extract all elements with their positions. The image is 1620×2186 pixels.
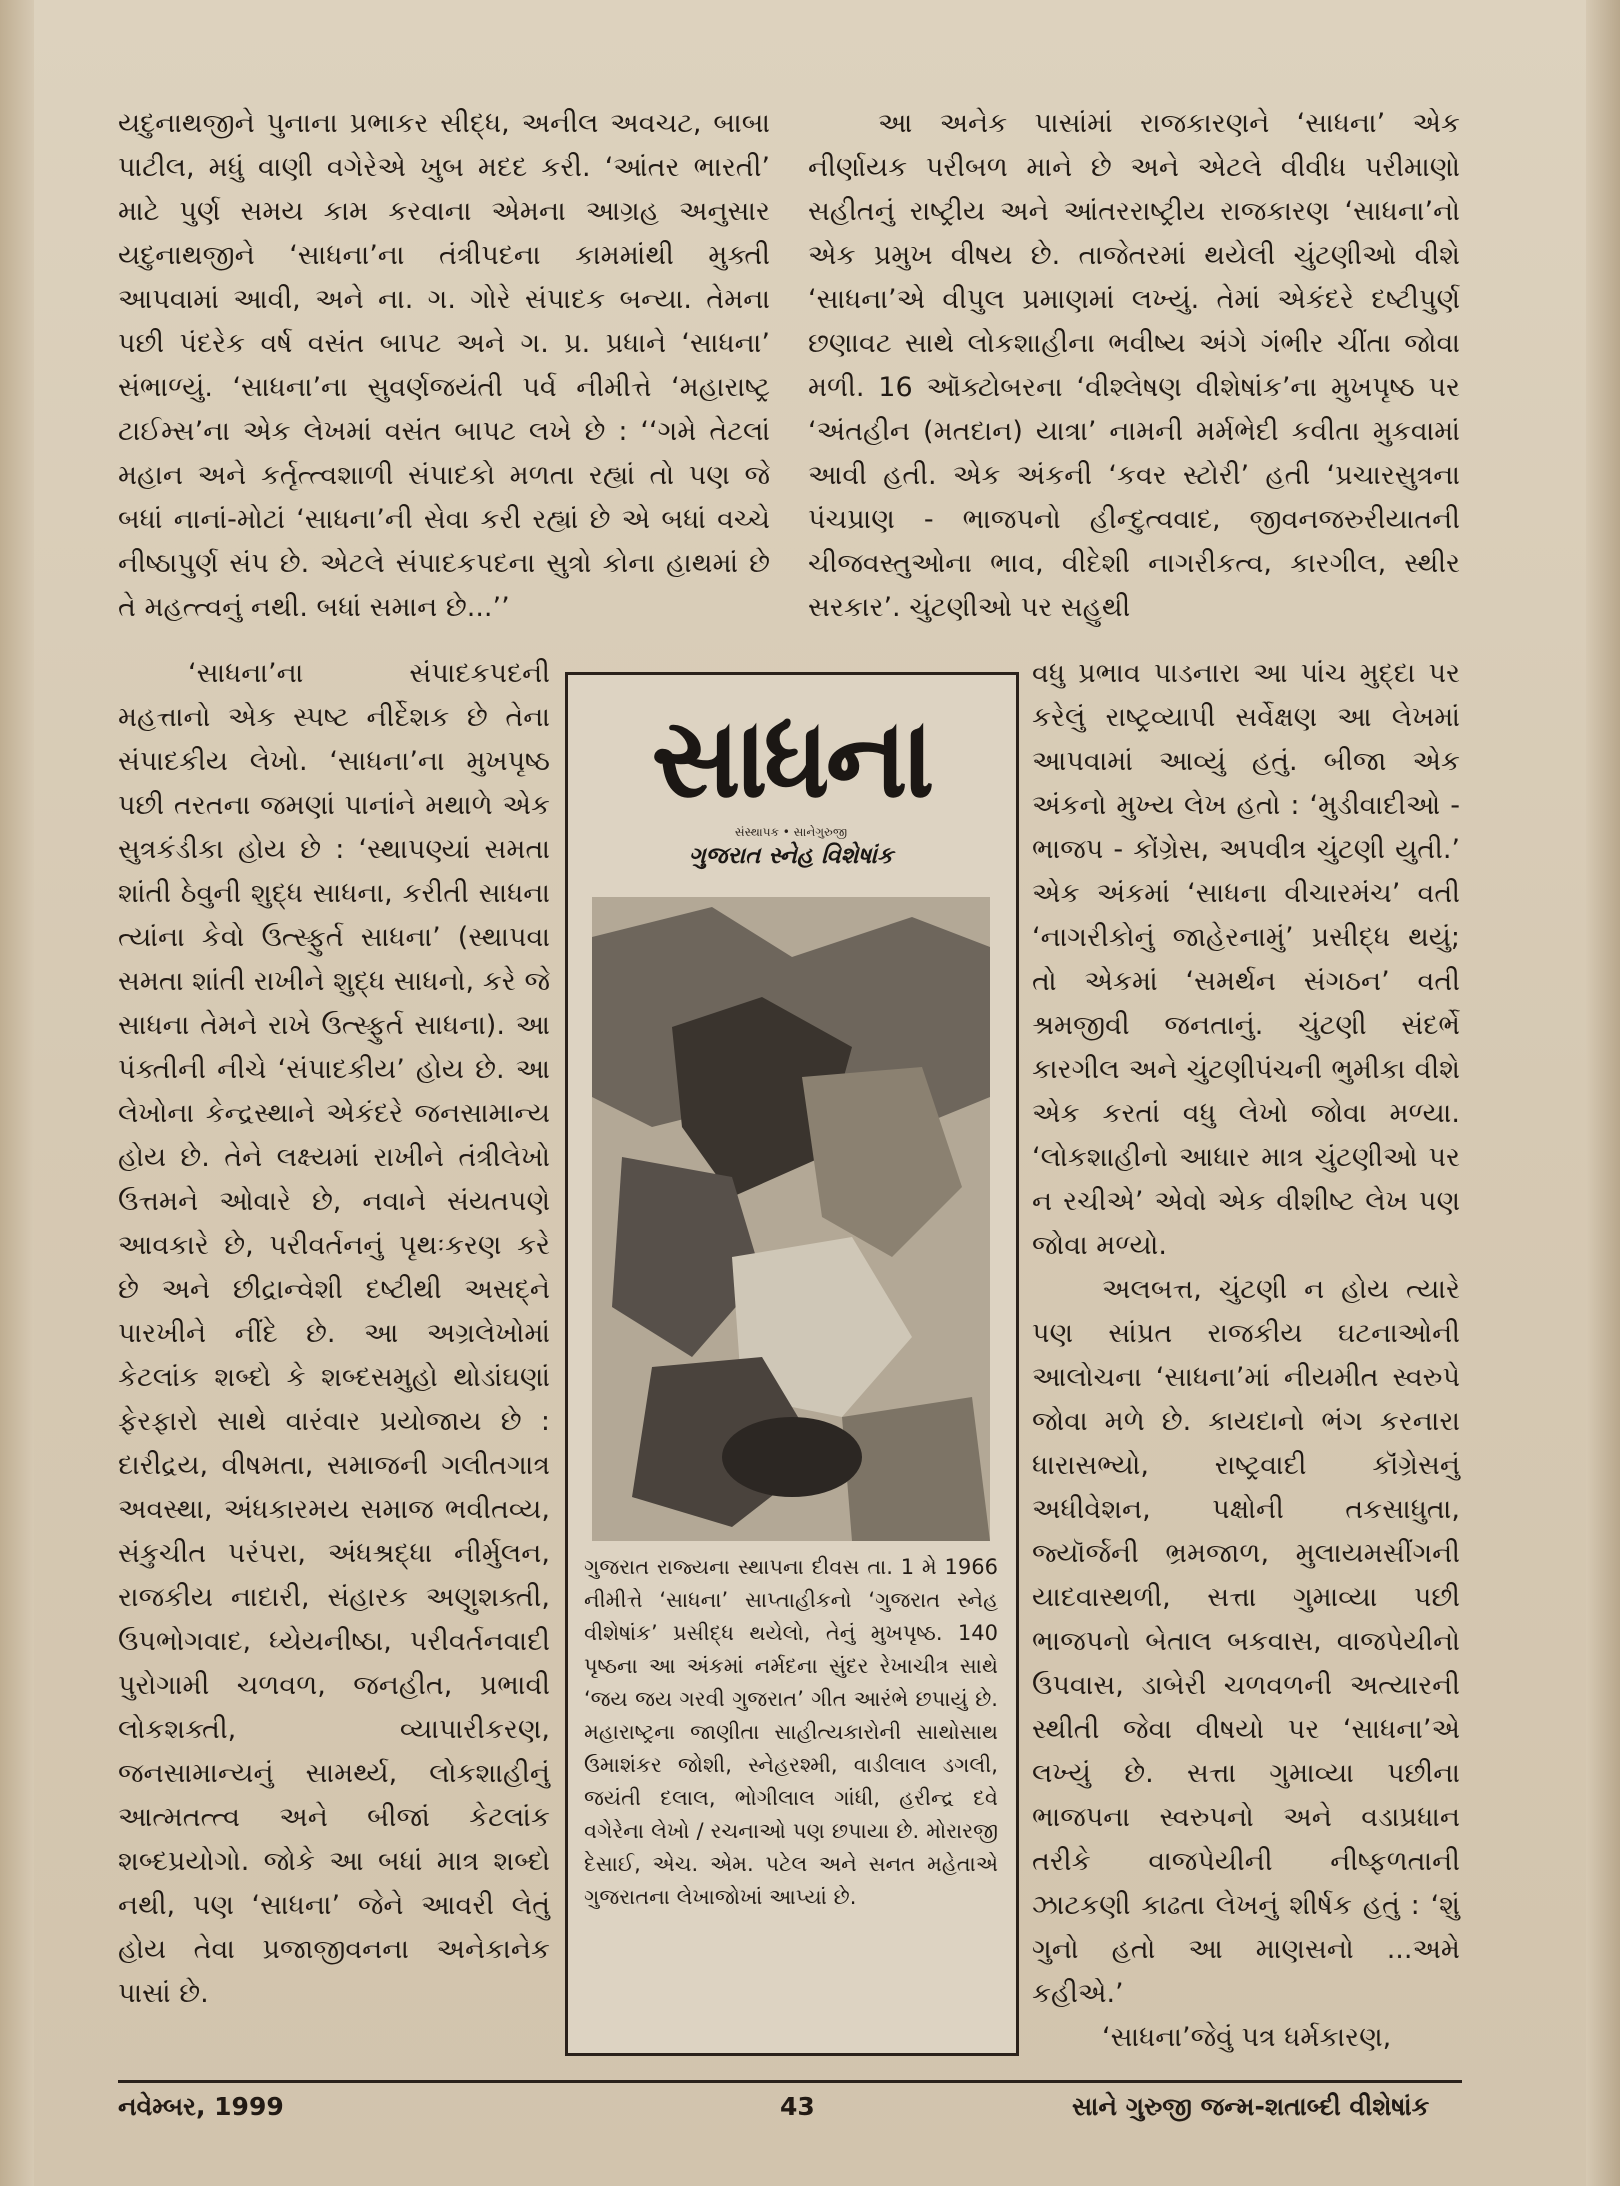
cover-image-box: [565, 672, 1019, 2056]
article-column-left-bottom: [118, 652, 550, 2016]
paragraph: વધુ પ્રભાવ પાડનારા આ પાંચ મુદ્દા પર કરેલું રાષ્ટ્રવ્યાપી સર્વેક્ષણ આ લેખમાં આપવામાં આવ્યું હતું. બીજા એક અંકનો મુખ્ય લેખ હતો : ‘મુડીવાદીઓ - ભાજપ - કોંગ્રેસ, અપવીત્ર ચુંટણી યુતી.’ એક અંકમાં ‘સાધના વીચારમંચ’ વતી ‘નાગરીકોનું જાહેરનામું’ પ્રસીદ્ધ થયું; તો એકમાં ‘સમર્થન સંગઠન’ વતી શ્રમજીવી જનતાનું. ચુંટણી સંદર્ભે કારગીલ અને ચુંટણીપંચની ભુમીકા વીશે એક કરતાં વધુ લેખો જોવા મળ્યા. ‘લોકશાહીનો આધાર માત્ર ચુંટણીઓ પર ન રચીએ’ એવો એક વીશીષ્ટ લેખ પણ જોવા મળ્યો.: [1032, 658, 1460, 1261]
paragraph: અલબત્ત, ચુંટણી ન હોય ત્યારે પણ સાંપ્રત રાજકીય ઘટનાઓની આલોચના ‘સાધના’માં નીયમીત સ્વરુપે જોવા મળે છે. કાયદાનો ભંગ કરનારા ધારાસભ્યો, રાષ્ટ્રવાદી કૉંગ્રેસનું અધીવેશન, પક્ષોની તકસાધુતા, જ્યૉર્જની ભ્રમજાળ, મુલાયમસીંગની યાદવાસ્થળી, સત્તા ગુમાવ્યા પછી ભાજપનો બેતાલ બકવાસ, વાજપેયીનો ઉપવાસ, ડાબેરી ચળવળની અત્યારની સ્થીતી જેવા વીષયો પર ‘સાધના’એ લખ્યું છે. સત્તા ગુમાવ્યા પછીના ભાજપના સ્વરુપનો અને વડાપ્રધાન તરીકે વાજપેયીની નીષ્ફળતાની ઝાટકણી કાઢતા લેખનું શીર્ષક હતું : ‘શું ગુનો હતો આ માણસનો ...અમે કહીએ.’: [1032, 1274, 1460, 2009]
paragraph: આ અનેક પાસાંમાં રાજકારણને ‘સાધના’ એક નીર્ણાયક પરીબળ માને છે અને એટલે વીવીધ પરીમાણો સહીતનું રાષ્ટ્રીય અને આંતરરાષ્ટ્રીય રાજકારણ ‘સાધના’નો એક પ્રમુખ વીષય છે. તાજેતરમાં થયેલી ચુંટણીઓ વીશે ‘સાધના’એ વીપુલ પ્રમાણમાં લખ્યું. તેમાં એકંદરે દષ્ટીપુર્ણ છણાવટ સાથે લોકશાહીના ભવીષ્ય અંગે ગંભીર ચીંતા જોવા મળી. 16 ઑક્ટોબરના ‘વીશ્લેષણ વીશેષાંક’ના મુખપૃષ્ઠ પર ‘અંતહીન (મતદાન) યાત્રા’ નામની મર્મભેદી કવીતા મુકવામાં આવી હતી. એક અંકની ‘કવર સ્ટોરી’ હતી ‘પ્રચારસુત્રના પંચપ્રાણ - ભાજપનો હીન્દુત્વવાદ, જીવનજરુરીયાતની ચીજવસ્તુઓના ભાવ, વીદેશી નાગરીકત્વ, કારગીલ, સ્થીર સરકાર’. ચુંટણીઓ પર સહુથી: [808, 108, 1460, 623]
article-column-right-top: [808, 102, 1460, 630]
cover-subline: સંસ્થાપક • સાનેગુરુજી: [734, 825, 848, 839]
paragraph: યદુનાથજીને પુનાના પ્રભાકર સીદ્ધ, અનીલ અવચટ, બાબા પાટીલ, મધું વાણી વગેરેએ ખુબ મદદ કરી. ‘આંતર ભારતી’ માટે પુર્ણ સમય કામ કરવાના એમના આગ્રહ અનુસાર યદુનાથજીને ‘સાધના’ના તંત્રીપદના કામમાંથી મુક્તી આપવામાં આવી, અને ના. ગ. ગોરે સંપાદક બન્યા. તેમના પછી પંદરેક વર્ષ વસંત બાપટ અને ગ. પ્ર. પ્રધાને ‘સાધના’ સંભાળ્યું. ‘સાધના’ના સુવર્ણજયંતી પર્વ નીમીત્તે ‘મહારાષ્ટ્ર ટાઈમ્સ’ના એક લેખમાં વસંત બાપટ લખે છે : ‘‘ગમે તેટલાં મહાન અને કર્તૃત્ત્વશાળી સંપાદકો મળતા રહ્યાં તો પણ જે બધાં નાનાં-મોટાં ‘સાધના’ની સેવા કરી રહ્યાં છે એ બધાં વચ્ચે નીષ્ઠાપુર્ણ સંપ છે. એટલે સંપાદકપદના સુત્રો કોના હાથમાં છે તે મહત્ત્વનું નથી. બધાં સમાન છે...’’: [118, 108, 770, 623]
cover-caption: ગુજરાત રાજ્યના સ્થાપના દીવસ તા. 1 મે 1966 નીમીત્તે ‘સાધના’ સાપ્તાહીકનો ‘ગુજરાત સ્નેહ વીશેષાંક’ પ્રસીદ્ધ થયેલો, તેનું મુખપૃષ્ઠ. 140 પૃષ્ઠના આ અંકમાં નર્મદના સુંદર રેખાચીત્ર સાથે ‘જય જય ગરવી ગુજરાત’ ગીત આરંભે છપાયું છે. મહારાષ્ટ્રના જાણીતા સાહીત્યકારોની સાથોસાથ ઉમાશંકર જોશી, સ્નેહરશ્મી, વાડીલાલ ડગલી, જયંતી દલાલ, ભોગીલાલ ગાંધી, હરીન્દ્ર દવે વગેરેના લેખો / રચનાઓ પણ છપાયા છે. મોરારજી દેસાઈ, એચ. એમ. પટેલ અને સનત મહેતાએ ગુજરાતના લેખાજોખાં આપ્યાં છે.: [584, 1555, 998, 1909]
footer-divider: [118, 2080, 1462, 2083]
article-column-left-top: [118, 102, 770, 630]
cover-illustration: [592, 897, 990, 1541]
footer-date: નવેમ્બર, 1999: [118, 2092, 284, 2121]
page-left-edge: [0, 0, 34, 2186]
footer-issue-title: સાને ગુરુજી જન્મ-શતાબ્દી વીશેષાંક: [1072, 2092, 1430, 2121]
paragraph: ‘સાધના’ના સંપાદકપદની મહત્તાનો એક સ્પષ્ટ નીર્દેશક છે તેના સંપાદકીય લેખો. ‘સાધના’ના મુખપૃષ્ઠ પછી તરતના જમણાં પાનાંને મથાળે એક સુત્રકંડીકા હોય છે : ‘સ્થાપણ્યાં સમતા શાંતી ઠેવુની શુદ્ધ સાધના, કરીતી સાધના ત્યાંના કેવો ઉત્સ્ફુર્ત સાધના’ (સ્થાપવા સમતા શાંતી રાખીને શુદ્ધ સાધનો, કરે જે સાધના તેમને રાખે ઉત્સ્ફુર્ત સાધના). આ પંક્તીની નીચે ‘સંપાદકીય’ હોય છે. આ લેખોના કેન્દ્રસ્થાને એકંદરે જનસામાન્ય હોય છે. તેને લક્ષ્યમાં રાખીને તંત્રીલેખો ઉત્તમને ઓવારે છે, નવાને સંયતપણે આવકારે છે, પરીવર્તનનું પૃથઃકરણ કરે છે અને છીદ્રાન્વેશી દષ્ટીથી અસદ્‌ને પારખીને નીંદે છે. આ અગ્રલેખોમાં કેટલાંક શબ્દો કે શબ્દસમુહો થોડાંઘણાં ફેરફારો સાથે વારંવાર પ્રયોજાય છે : દારીદ્રય, વીષમતા, સમાજની ગલીતગાત્ર અવસ્થા, અંધકારમય સમાજ ભવીતવ્ય, સંકુચીત પરંપરા, અંધશ્રદ્ધા નીર્મુલન, રાજકીય નાદારી, સંહારક અણુશક્તી, ઉપભોગવાદ, ધ્યેયનીષ્ઠા, પરીવર્તનવાદી પુરોગામી ચળવળ, જનહીત, પ્રભાવી લોકશક્તી, વ્યાપારીકરણ, જનસામાન્યનું સામર્થ્ય, લોકશાહીનું આત્મતત્ત્વ અને બીજાં કેટલાંક શબ્દપ્રયોગો. જોકે આ બધાં માત્ર શબ્દો નથી, પણ ‘સાધના’ જેને આવરી લેતું હોય તેવા પ્રજાજીવનના અનેકાનેક પાસાં છે.: [118, 658, 550, 2009]
cover-issue-title: ગુજરાત સ્નેહ વિશેષાંક: [688, 843, 894, 869]
paragraph: ‘સાધના’જેવું પત્ર ધર્મકારણ,: [1102, 2022, 1392, 2053]
cover-illustration-art: [592, 897, 990, 1541]
page-number: 43: [780, 2092, 815, 2121]
page-right-edge: [1586, 0, 1620, 2186]
cover-masthead: સાધના: [651, 694, 931, 822]
article-column-right-bottom: [1032, 652, 1460, 2060]
